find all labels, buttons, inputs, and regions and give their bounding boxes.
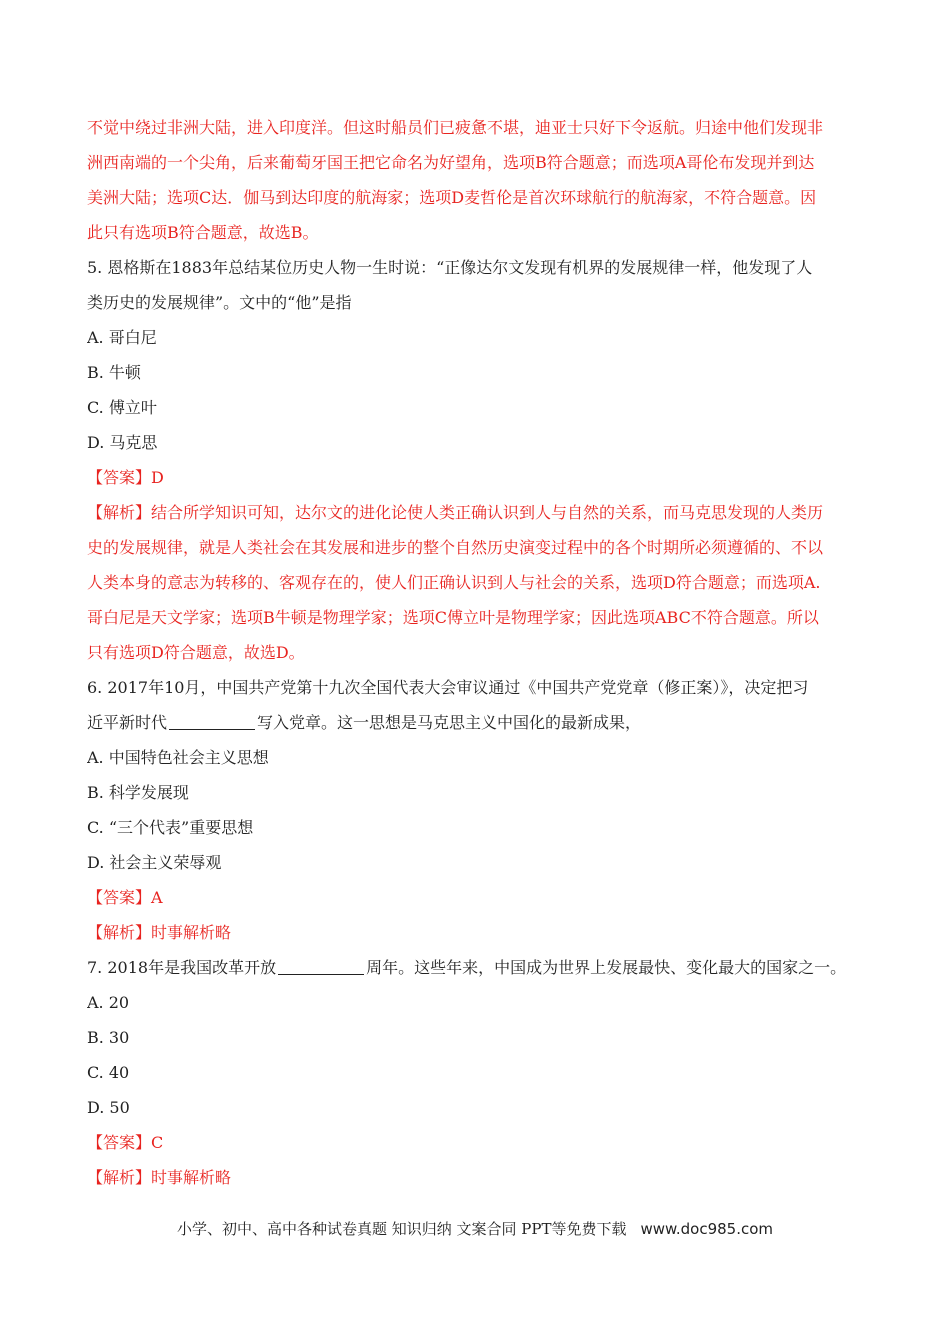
fill-blank [278,958,364,975]
question-text [87,950,867,985]
question-text-after-blank: 写入党章。这一思想是马克思主义中国化的最新成果， [257,713,642,732]
page-content [87,110,867,1195]
explanation-line: 此只有选项B符合题意，故选B。 [87,223,319,242]
option-d: D. 马克思 [87,433,158,452]
answer: 【答案】D [87,468,164,487]
explanation-line: 人类本身的意志为转移的、客观存在的，使人们正确认识到人与社会的关系，选项D符合题意；而选项A. [87,573,821,592]
option-d: D. 社会主义荣辱观 [87,853,222,872]
question-text-before-blank: 7. 2018年是我国改革开放 [87,958,277,977]
explanation-line: 哥白尼是天文学家；选项B牛顿是物理学家；选项C傅立叶是物理学家；因此选项ABC不符合题意。所以 [87,608,819,627]
previous-explanation [87,110,867,250]
option-c: C. 傅立叶 [87,398,157,417]
explanation: 【解析】时事解析略 [87,923,232,942]
question-text-before-blank: 近平新时代 [87,713,168,732]
option-a: A. 中国特色社会主义思想 [87,748,269,767]
footer-url[interactable]: www.doc985.com [640,1220,774,1238]
fill-blank [169,713,255,730]
question-text: 类历史的发展规律”。文中的“他”是指 [87,293,352,312]
option-c: C. “三个代表”重要思想 [87,818,254,837]
footer-text: 小学、初中、高中各种试卷真题 知识归纳 文案合同 PPT等免费下载 [176,1220,627,1238]
question-5 [87,250,867,670]
explanation-line: 不觉中绕过非洲大陆，进入印度洋。但这时船员们已疲惫不堪，迪亚士只好下令返航。归途中他们发现非 [87,118,824,137]
question-text-after-blank: 周年。这些年来，中国成为世界上发展最快、变化最大的国家之一。 [366,958,847,977]
question-7 [87,950,867,1195]
explanation-line: 洲西南端的一个尖角，后来葡萄牙国王把它命名为好望角，选项B符合题意；而选项A哥伦布发现并到达 [87,153,815,172]
page-footer [0,1218,950,1239]
option-d: D. 50 [87,1098,130,1117]
explanation-line: 史的发展规律，就是人类社会在其发展和进步的整个自然历史演变过程中的各个时期所必须遵循的、不以 [87,538,824,557]
answer: 【答案】A [87,888,163,907]
option-b: B. 30 [87,1028,130,1047]
question-text [87,705,867,740]
question-6 [87,670,867,950]
option-b: B. 牛顿 [87,363,141,382]
explanation-line: 【解析】结合所学知识可知，达尔文的进化论使人类正确认识到人与自然的关系，而马克思发现的人类历 [87,503,824,522]
explanation-line: 只有选项D符合题意，故选D。 [87,643,305,662]
option-b: B. 科学发展现 [87,783,189,802]
question-text: 6. 2017年10月，中国共产党第十九次全国代表大会审议通过《中国共产党党章（修正案）》，决定把习 [87,678,809,697]
question-text: 5. 恩格斯在1883年总结某位历史人物一生时说：“正像达尔文发现有机界的发展规律一样，他发现了人 [87,258,813,277]
option-c: C. 40 [87,1063,130,1082]
option-a: A. 哥白尼 [87,328,157,347]
option-a: A. 20 [87,993,130,1012]
explanation: 【解析】时事解析略 [87,1168,232,1187]
explanation-line: 美洲大陆；选项C达．伽马到达印度的航海家；选项D麦哲伦是首次环球航行的航海家，不符合题意。因 [87,188,817,207]
answer: 【答案】C [87,1133,164,1152]
